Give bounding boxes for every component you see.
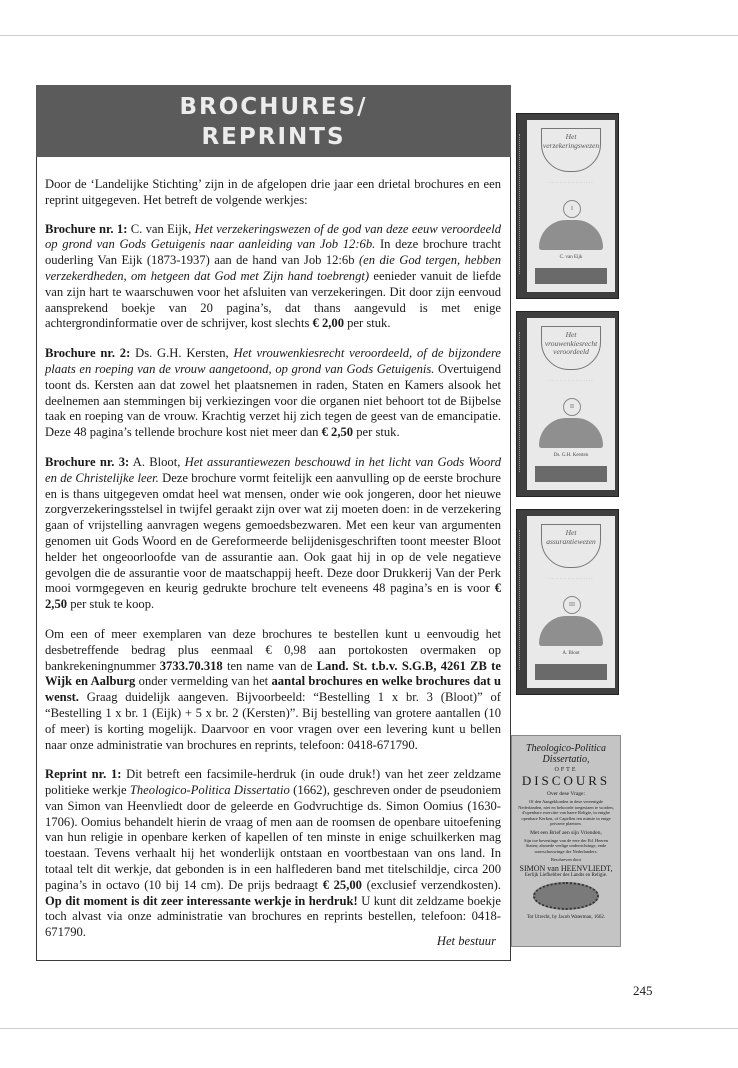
brochure-title: Het assurantiewezen beschouwd in het licht van Gods Woord en de Christelijke leer.: [45, 454, 502, 485]
price: € 25,00: [322, 877, 362, 892]
payment-reference: aantal brochures en welke brochures dat u wenst.: [45, 674, 501, 705]
cover-title: Het vrouwenkiesrecht veroordeeld: [541, 326, 601, 370]
price: € 2,50: [321, 425, 354, 440]
brochure-cover-3: Het assurantiewezen · · · · · · · · · · · · · · · · · III A. Bloot: [516, 509, 619, 695]
cover-numeral: II: [563, 398, 581, 416]
cover-author: C. van Eijk: [559, 255, 583, 260]
bible-icon: [539, 418, 603, 448]
article-body: [45, 177, 501, 955]
brochure-1-paragraph: Brochure nr. 1: C. van Eijk, Het verzekeringswezen of de god van deze eeuw veroordeeld op grond van Gods Getuigenis naar aanleiding van Job 12:6b. In deze brochure tracht ouderling Van Eijk (1873-1937) aan de hand van Job 12:6b (en die God tergen, hebben verzekerdheden, om hetgeen dat God met Zijn hand toebrengt) eenieder vanuit de liefde van zijn hart te waarschuwen voor het afsluiten van verzekeringen. Dit door zijn eenvoud aansprekend boekje van 20 pagina’s, dat thans aangevuld is met enige achtergrondinformatie over de schrijver, kost slechts € 2,00 per stuk.: [45, 221, 502, 331]
signature: Het bestuur: [436, 934, 496, 948]
brochure-title: Het vrouwenkiesrecht veroordeeld, of de bijzondere plaats en roeping van de vrouw aangetoond, op grond van Gods Getuigenis.: [45, 346, 502, 376]
brochure-title: Het verzekeringswezen of de god van deze eeuw veroordeeld op grond van Gods Getuigenis naar aanleiding van Job 12:6b.: [45, 221, 502, 252]
price: € 2,50: [45, 581, 501, 612]
bible-quote: (en die God tergen, hebben verzekerdheden, om hetgeen dat God met Zijn hand toebrengt): [45, 253, 501, 283]
intro-paragraph: Door de ‘Landelijke Stichting’ zijn in de afgelopen drie jaar een drietal brochures en een reprint uitgegeven. Het betreft de volgende werkjes:: [45, 177, 501, 207]
account-holder: Land. St. t.b.v. S.G.B, 4261 ZB te Wijk en Aalburg: [45, 658, 501, 689]
cover-title: Het verzekeringswezen: [541, 128, 601, 172]
bible-icon: [539, 616, 603, 646]
page-number: 245: [633, 983, 653, 998]
ordering-paragraph: Om een of meer exemplaren van deze brochures te bestellen kunt u eenvoudig het desbetreffende bedrag plus eenmaal € 0,98 aan portokosten overmaken op bankrekeningnummer 3733.70.318 ten name van de Land. St. t.b.v. S.G.B, 4261 ZB te Wijk en Aalburg onder vermelding van het aantal brochures en welke brochures dat u wenst. Graag duidelijk aangeven. Bijvoorbeeld: “Bestelling 1 x br. 3 (Bloot)” of “Bestelling 1 x br. 1 (Eijk) + 5 x br. 2 (Kersten)”. Bij bestelling van grotere aantallen (10 of meer) is korting mogelijk. Daarvoor en voor vragen over een levering kunt u bellen naar onze administratie van brochures en reprints, telefoon: 0418-671790.: [45, 626, 501, 752]
reprint-paragraph: Reprint nr. 1: Dit betreft een facsimile-herdruk (in oude druk!) van het zeer zeldzame politieke werkje Theologico-Politica Dissertatio (1662), geschreven onder de pseudoniem van Simon van Heenvliedt door de geleerde en Godvruchtige ds. Simon Oomius (1630-1706). Oomius behandelt hierin de vraag of men aan de roomsen de openbare uitoefening van hun religie in openbare kerken of kapellen of ten minste in enige schuilkerken mag toestaan. Tevens verhaalt hij het wonderlijk ontstaan en voortbestaan van ons land. In totaal telt dit werkje, dat gebonden is in een halflederen band met titelschildje, circa 200 pagina’s in octavo (10 bij 14 cm). De prijs bedraagt € 25,00 (exclusief verzendkosten). Op dit moment is dit zeer interessante werkje in herdruk! U kunt dit zeldzame boekje toch alvast via onze administratie van brochures en reprints bestellen, telefoon: 0418-671790.: [45, 767, 502, 940]
header-banner: [36, 85, 511, 157]
brochure-label: Brochure nr. 1:: [45, 221, 128, 236]
cover-title: Het assurantiewezen: [541, 524, 601, 568]
cover-author: A. Bloot: [562, 651, 580, 656]
printer-ornament-icon: [533, 882, 599, 910]
bottom-rule: [0, 1028, 738, 1029]
reprint-title-page: Theologico-Politica Dissertatio, OFTE DISCOURS Over dese Vrage: Of den Aangeklonden in dese vereenigde Nederlanden, niet en behoorde toegestaen te worden, d'openbare exercitie van haere Religie, in enighe openbare Kerken, of Capellen ten minste in enige privaete plaetsen. Met een Brief aen sijn Vrienden, Sijn toe bevestinge van de eere der Ed. Heeren Staten; alsmede veelige onderrichtinge, ende waerschouwinge der Nederlanders. Beschreven door SIMON van HEENVLIEDT, Eerlijk Liefhebber des Landts en Religie. Tot Utrecht, by Jacob Waterman, 1662.: [511, 735, 621, 947]
brochure-cover-1: Het verzekeringswezen · · · · · · · · · · · · · · · · · I C. van Eijk: [516, 113, 619, 299]
reprint-title: Theologico-Politica Dissertatio: [129, 783, 290, 798]
cover-numeral: III: [563, 596, 581, 614]
reprint-highlight: Op dit moment is dit zeer interessante werkje in herdruk!: [45, 893, 358, 908]
brochure-2-paragraph: Brochure nr. 2: Ds. G.H. Kersten, Het vrouwenkiesrecht veroordeeld, of de bijzondere plaats en roeping van de vrouw aangetoond, op grond van Gods Getuigenis. Overtuigend toont ds. Kersten aan dat zowel het plaatsnemen in raden, Staten en Kamers alsook het deelnemen aan stemmingen bij verkiezingen voor die organen niet behoort tot de Bijbelse taak en roeping van de vrouw. Krachtig verzet hij zich tegen de geest van de emancipatie. Deze 48 pagina’s tellende brochure kost niet meer dan € 2,50 per stuk.: [45, 346, 502, 440]
cover-author: Ds. G.H. Kersten: [553, 453, 589, 458]
page-title-line2: REPRINTS: [201, 124, 346, 150]
bible-icon: [539, 220, 603, 250]
page-title-line1: BROCHURES/: [179, 94, 368, 120]
reprint-label: Reprint nr. 1:: [45, 767, 122, 782]
brochure-cover-2: Het vrouwenkiesrecht veroordeeld · · · · · · · · · · · · · · · · · II Ds. G.H. Kersten: [516, 311, 619, 497]
price: € 2,00: [312, 316, 344, 331]
bank-account: 3733.70.318: [159, 658, 223, 673]
brochure-3-paragraph: Brochure nr. 3: A. Bloot, Het assurantiewezen beschouwd in het licht van Gods Woord en de Christelijke leer. Deze brochure vormt feitelijk een aanvulling op de eerste brochure en is thans uitgegeven omdat heel wat mensen, onder wie ook jongeren, door het nieuwe zorgverzekeringsstelsel in twijfel geraakt zijn over wat zij moeten doen: in de verzekering gaan of vrijstelling aanvragen wegens gemoedsbezwaren. Met een keur van argumenten genomen uit Gods Woord en de Gereformeerde belijdenisgeschriften toont meester Bloot helder het ongeoorloofde van de assurantie aan. Ook gaat hij in op de vele negatieve gevolgen die de assurantie voor de maatschappij heeft. Deze door Drukkerij Van der Perk mooi vormgegeven en keurig gedrukte brochure telt eveneens 48 pagina’s en is voor € 2,50 per stuk te koop.: [45, 454, 502, 612]
top-rule: [0, 35, 738, 36]
brochure-label: Brochure nr. 2:: [45, 346, 131, 361]
brochure-label: Brochure nr. 3:: [45, 454, 130, 469]
cover-numeral: I: [563, 200, 581, 218]
